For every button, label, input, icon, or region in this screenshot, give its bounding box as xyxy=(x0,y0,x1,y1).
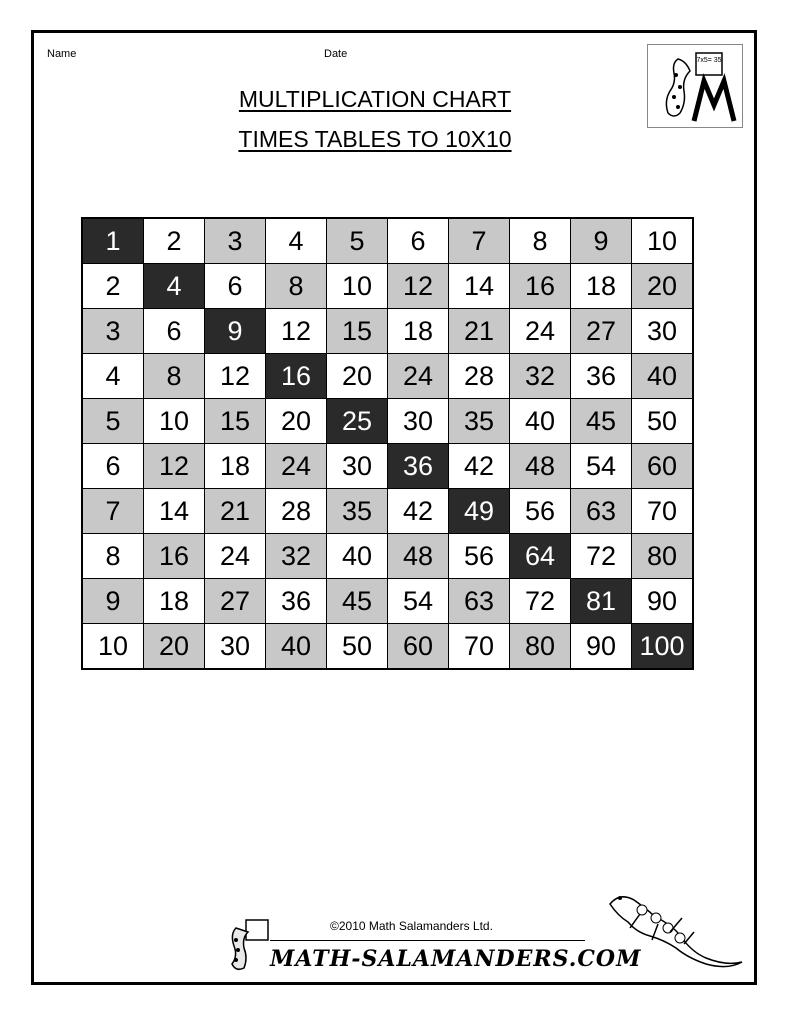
table-cell: 80 xyxy=(632,534,694,579)
table-cell: 7 xyxy=(449,218,510,264)
table-cell: 12 xyxy=(144,444,205,489)
logo-board-text: 7x5= 35 xyxy=(696,57,722,64)
table-cell: 72 xyxy=(510,579,571,624)
table-cell: 28 xyxy=(266,489,327,534)
table-cell: 100 xyxy=(632,624,694,670)
table-cell: 5 xyxy=(327,218,388,264)
table-cell: 9 xyxy=(571,218,632,264)
table-cell: 42 xyxy=(449,444,510,489)
table-cell: 90 xyxy=(632,579,694,624)
table-cell: 64 xyxy=(510,534,571,579)
table-cell: 32 xyxy=(266,534,327,579)
table-cell: 30 xyxy=(388,399,449,444)
table-cell: 36 xyxy=(571,354,632,399)
table-cell: 80 xyxy=(510,624,571,670)
table-cell: 9 xyxy=(82,579,144,624)
table-cell: 6 xyxy=(205,264,266,309)
table-cell: 12 xyxy=(266,309,327,354)
table-cell: 16 xyxy=(144,534,205,579)
table-cell: 27 xyxy=(571,309,632,354)
table-row xyxy=(82,264,693,309)
table-cell: 7 xyxy=(82,489,144,534)
table-cell: 8 xyxy=(144,354,205,399)
table-cell: 50 xyxy=(327,624,388,670)
table-cell: 30 xyxy=(205,624,266,670)
table-cell: 16 xyxy=(266,354,327,399)
table-cell: 3 xyxy=(82,309,144,354)
table-cell: 35 xyxy=(449,399,510,444)
table-cell: 20 xyxy=(266,399,327,444)
table-cell: 20 xyxy=(144,624,205,670)
table-cell: 70 xyxy=(449,624,510,670)
table-row xyxy=(82,399,693,444)
table-row xyxy=(82,624,693,670)
table-cell: 10 xyxy=(327,264,388,309)
table-cell: 90 xyxy=(571,624,632,670)
copyright-text: ©2010 Math Salamanders Ltd. xyxy=(330,919,493,933)
table-cell: 54 xyxy=(388,579,449,624)
table-row xyxy=(82,218,693,264)
table-cell: 48 xyxy=(510,444,571,489)
table-cell: 30 xyxy=(632,309,694,354)
table-cell: 70 xyxy=(632,489,694,534)
table-cell: 10 xyxy=(144,399,205,444)
table-cell: 56 xyxy=(510,489,571,534)
table-cell: 35 xyxy=(327,489,388,534)
table-cell: 12 xyxy=(388,264,449,309)
table-cell: 4 xyxy=(266,218,327,264)
brand-name: MATH-SALAMANDERS.COM xyxy=(270,946,642,972)
table-cell: 45 xyxy=(571,399,632,444)
table-cell: 20 xyxy=(632,264,694,309)
table-cell: 4 xyxy=(144,264,205,309)
table-cell: 8 xyxy=(266,264,327,309)
table-cell: 5 xyxy=(82,399,144,444)
table-cell: 16 xyxy=(510,264,571,309)
table-cell: 2 xyxy=(82,264,144,309)
table-row xyxy=(82,534,693,579)
table-cell: 12 xyxy=(205,354,266,399)
table-cell: 45 xyxy=(327,579,388,624)
table-cell: 24 xyxy=(388,354,449,399)
table-cell: 63 xyxy=(571,489,632,534)
table-cell: 40 xyxy=(510,399,571,444)
table-cell: 21 xyxy=(205,489,266,534)
table-cell: 28 xyxy=(449,354,510,399)
table-cell: 18 xyxy=(571,264,632,309)
table-cell: 25 xyxy=(327,399,388,444)
table-cell: 18 xyxy=(205,444,266,489)
table-cell: 10 xyxy=(82,624,144,670)
multiplication-table xyxy=(81,217,694,670)
table-cell: 8 xyxy=(510,218,571,264)
table-cell: 81 xyxy=(571,579,632,624)
table-cell: 40 xyxy=(632,354,694,399)
table-cell: 60 xyxy=(388,624,449,670)
table-cell: 24 xyxy=(510,309,571,354)
table-cell: 14 xyxy=(144,489,205,534)
table-row xyxy=(82,354,693,399)
table-row xyxy=(82,579,693,624)
table-row xyxy=(82,489,693,534)
table-row xyxy=(82,309,693,354)
table-cell: 6 xyxy=(388,218,449,264)
table-cell: 8 xyxy=(82,534,144,579)
table-cell: 72 xyxy=(571,534,632,579)
salamander-drawing-icon xyxy=(600,884,750,974)
table-cell: 18 xyxy=(144,579,205,624)
table-cell: 21 xyxy=(449,309,510,354)
table-cell: 54 xyxy=(571,444,632,489)
table-cell: 6 xyxy=(82,444,144,489)
table-cell: 4 xyxy=(82,354,144,399)
table-cell: 9 xyxy=(205,309,266,354)
table-cell: 42 xyxy=(388,489,449,534)
table-cell: 40 xyxy=(327,534,388,579)
table-cell: 15 xyxy=(205,399,266,444)
table-cell: 36 xyxy=(266,579,327,624)
footer-divider xyxy=(270,940,585,941)
table-cell: 1 xyxy=(82,218,144,264)
table-row xyxy=(82,444,693,489)
table-cell: 48 xyxy=(388,534,449,579)
table-cell: 27 xyxy=(205,579,266,624)
table-cell: 15 xyxy=(327,309,388,354)
table-cell: 10 xyxy=(632,218,694,264)
table-cell: 14 xyxy=(449,264,510,309)
table-cell: 49 xyxy=(449,489,510,534)
table-cell: 20 xyxy=(327,354,388,399)
table-cell: 36 xyxy=(388,444,449,489)
table-cell: 56 xyxy=(449,534,510,579)
page-subtitle: TIMES TABLES TO 10X10 xyxy=(238,126,512,152)
table-cell: 60 xyxy=(632,444,694,489)
table-cell: 32 xyxy=(510,354,571,399)
date-label: Date xyxy=(324,48,348,60)
table-cell: 63 xyxy=(449,579,510,624)
table-cell: 40 xyxy=(266,624,327,670)
table-cell: 6 xyxy=(144,309,205,354)
table-cell: 30 xyxy=(327,444,388,489)
table-cell: 2 xyxy=(144,218,205,264)
table-cell: 24 xyxy=(205,534,266,579)
page-title: MULTIPLICATION CHART xyxy=(238,86,512,112)
name-label: Name xyxy=(47,48,77,60)
table-cell: 24 xyxy=(266,444,327,489)
table-cell: 50 xyxy=(632,399,694,444)
table-cell: 3 xyxy=(205,218,266,264)
footer-salamander-icon xyxy=(224,916,274,978)
table-cell: 18 xyxy=(388,309,449,354)
